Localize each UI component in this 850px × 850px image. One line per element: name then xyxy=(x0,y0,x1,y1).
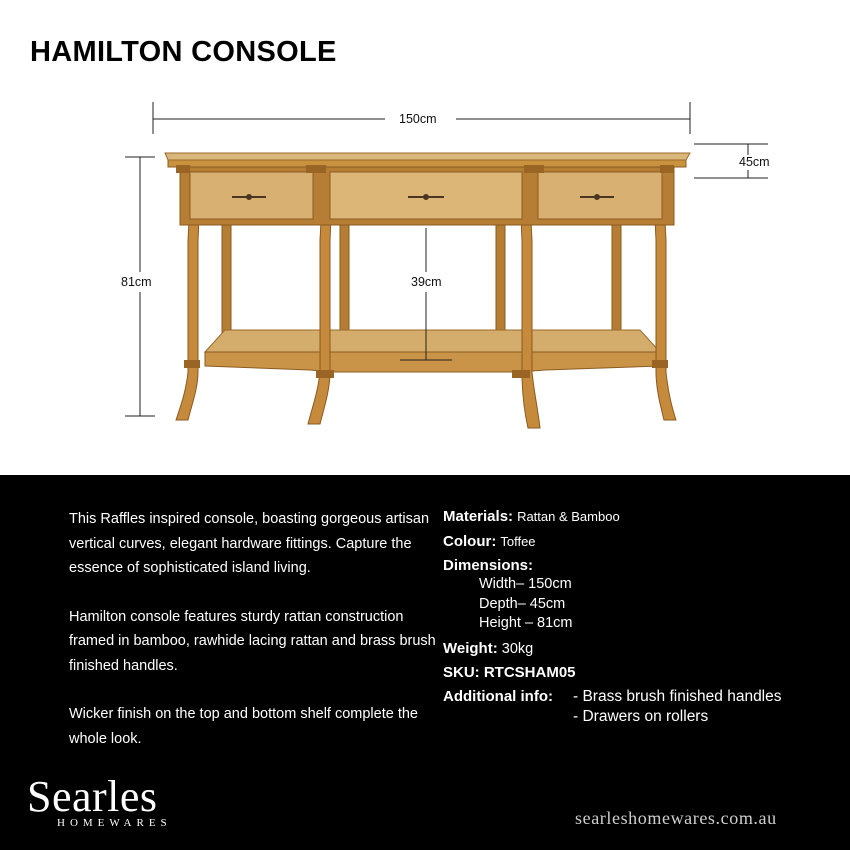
materials-row xyxy=(443,508,620,525)
height-label: 81cm xyxy=(121,275,152,289)
drawer-right xyxy=(538,172,662,219)
materials-label: Materials: xyxy=(443,508,514,525)
page-title: HAMILTON CONSOLE xyxy=(30,36,337,68)
weight-label: Weight: xyxy=(443,640,498,657)
dimension-width: Width– 150cm xyxy=(479,576,572,592)
shelf-gap-label: 39cm xyxy=(411,275,442,289)
brand-name: Searles xyxy=(27,772,158,821)
website-url: searleshomewares.com.au xyxy=(575,808,777,828)
materials-value: Rattan & Bamboo xyxy=(517,509,620,524)
dimensions-label-row xyxy=(443,557,533,574)
brand-logo xyxy=(27,772,172,829)
description-paragraph: This Raffles inspired console, boasting gorgeous artisan vertical curves, elegant hardware fittings. Capture the essence of sophisticated island living. xyxy=(69,511,430,576)
depth-label: 45cm xyxy=(739,155,770,169)
product-description xyxy=(69,507,439,775)
colour-row xyxy=(443,533,536,550)
additional-info-label: Additional info: xyxy=(443,688,553,705)
dimensions-label: Dimensions: xyxy=(443,557,534,574)
bottom-wicker-shelf xyxy=(205,330,660,372)
colour-label: Colour: xyxy=(443,533,497,550)
sku: SKU: RTCSHAM05 xyxy=(443,664,576,681)
additional-info-item: - Brass brush finished handles xyxy=(573,688,782,705)
description-paragraph: Wicker finish on the top and bottom shelf complete the whole look. xyxy=(69,706,418,747)
dimension-height: Height – 81cm xyxy=(479,615,573,631)
additional-info-item: - Drawers on rollers xyxy=(573,708,709,725)
brand-subtitle: HOMEWARES xyxy=(57,817,172,829)
width-label: 150cm xyxy=(399,112,437,126)
details-panel xyxy=(0,475,850,850)
colour-value: Toffee xyxy=(500,534,536,549)
description-paragraph: Hamilton console features sturdy rattan construction framed in bamboo, rawhide lacing rattan and brass brush finished handles. xyxy=(69,608,436,674)
weight-value: 30kg xyxy=(501,641,534,657)
weight-row xyxy=(443,640,533,657)
dimension-depth: Depth– 45cm xyxy=(479,596,566,612)
